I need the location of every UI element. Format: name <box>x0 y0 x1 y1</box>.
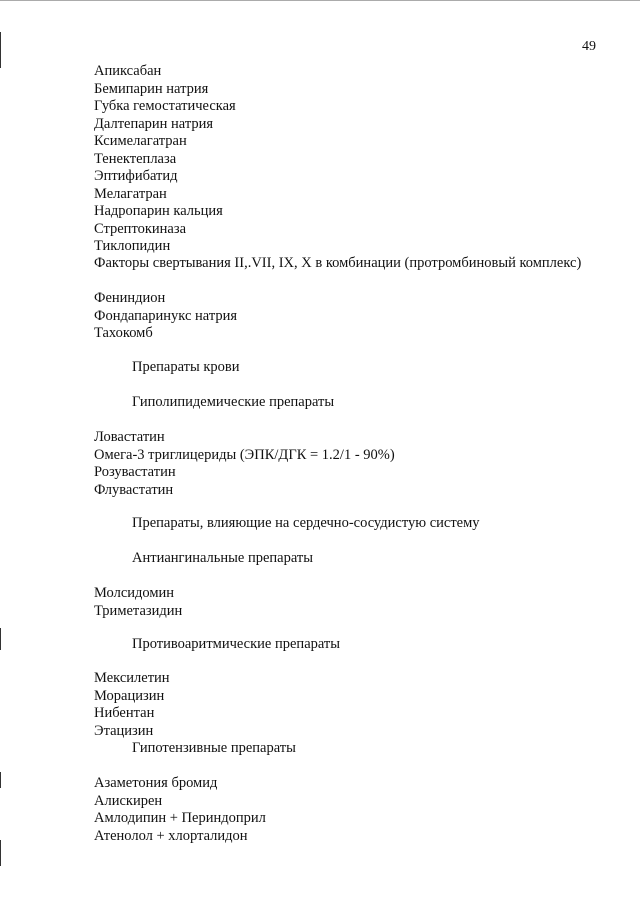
list-item: Далтепарин натрия <box>94 115 214 132</box>
section-heading: Гипотензивные препараты <box>132 740 296 756</box>
list-item: Морацизин <box>94 687 165 704</box>
section-heading: Препараты крови <box>132 359 240 375</box>
list-item: Надропарин кальция <box>94 203 223 219</box>
list-item: Флувастатин <box>94 481 174 498</box>
section-heading: Антиангинальные препараты <box>132 550 313 566</box>
list-item: Ловастатин <box>94 429 165 445</box>
list-item: Триметазидин <box>94 602 183 619</box>
list-item: Омега-3 триглицериды (ЭПК/ДГК = 1.2/1 - 90%) <box>94 446 395 463</box>
scan-edge-mark <box>0 32 1 68</box>
list-item: Розувастатин <box>94 464 176 480</box>
page-number: 49 <box>582 39 596 54</box>
list-item: Эптифибатид <box>94 168 178 184</box>
list-item: Молсидомин <box>94 585 175 601</box>
list-item: Алискирен <box>94 792 163 809</box>
section-heading: Препараты, влияющие на сердечно-сосудистую систему <box>132 515 480 531</box>
scan-edge-mark <box>0 772 1 788</box>
scan-edge-mark <box>0 840 1 866</box>
scan-edge-mark <box>0 628 1 650</box>
list-item: Мексилетин <box>94 670 170 686</box>
list-item: Этацизин <box>94 722 154 739</box>
list-item: Азаметония бромид <box>94 775 218 791</box>
list-item: Тенектеплаза <box>94 150 177 167</box>
list-item: Атенолол + хлорталидон <box>94 827 248 844</box>
list-item: Стрептокиназа <box>94 220 186 237</box>
list-item: Бемипарин натрия <box>94 80 209 97</box>
list-item: Ксимелагатран <box>94 133 187 149</box>
list-item: Факторы свертывания II,.VII, IX, X в комбинации (протромбиновый комплекс) <box>94 255 582 271</box>
section-heading: Гиполипидемические препараты <box>132 394 335 410</box>
list-item: Губка гемостатическая <box>94 98 236 114</box>
list-item: Амлодипин + Периндоприл <box>94 810 266 826</box>
list-item: Фондапаринукс натрия <box>94 307 238 324</box>
section-heading: Противоаритмические препараты <box>132 636 341 652</box>
list-item: Нибентан <box>94 705 155 721</box>
list-item: Фениндион <box>94 290 166 306</box>
list-item: Тиклопидин <box>94 238 171 254</box>
list-item: Мелагатран <box>94 185 167 202</box>
scan-artifact-line <box>0 0 640 1</box>
list-item: Тахокомб <box>94 325 153 341</box>
list-item: Апиксабан <box>94 63 162 79</box>
